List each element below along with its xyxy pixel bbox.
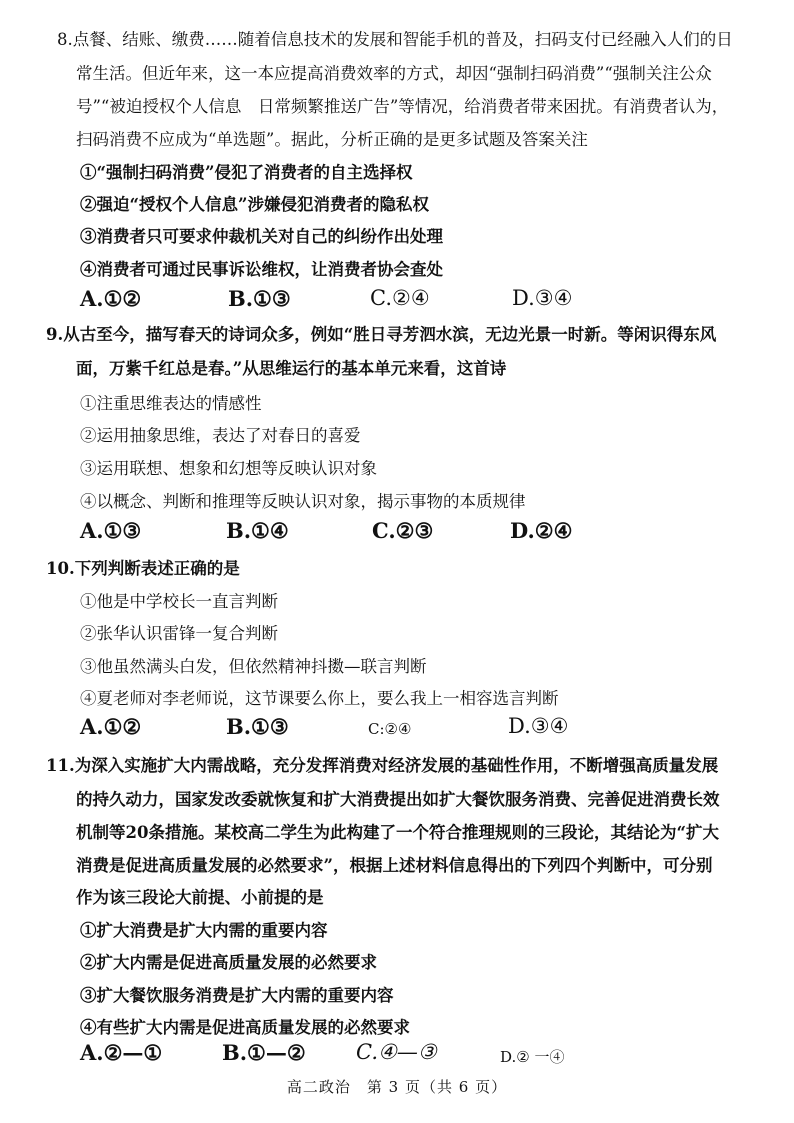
q8-stem-line-1: 8.点餐、结账、缴费……随着信息技术的发展和智能手机的普及，扫码支付已经融入人们的日 bbox=[57, 30, 733, 49]
q8-stem-line-2: 常生活。但近年来，这一本应提高消费效率的方式，却因“强制扫码消费”“强制关注公众 bbox=[76, 64, 712, 83]
q8-option-a[interactable]: A.①② bbox=[80, 286, 142, 311]
q10-option-d[interactable]: D.③④ bbox=[508, 714, 569, 738]
q10-item-4: ④夏老师对李老师说，这节课要么你上，要么我上一相容选言判断 bbox=[80, 689, 559, 708]
q11-option-b[interactable]: B.①—② bbox=[222, 1040, 306, 1065]
q11-option-d[interactable]: D.② 一④ bbox=[500, 1048, 565, 1066]
q10-option-b[interactable]: B.①③ bbox=[226, 714, 289, 739]
q10-options bbox=[80, 714, 720, 744]
q9-item-4: ④以概念、判断和推理等反映认识对象，揭示事物的本质规律 bbox=[80, 492, 526, 511]
q11-item-3: ③扩大餐饮服务消费是扩大内需的重要内容 bbox=[80, 986, 394, 1005]
q8-item-2: ②强迫“授权个人信息”涉嫌侵犯消费者的隐私权 bbox=[80, 195, 429, 214]
q11-stem-line-4: 消费是促进高质量发展的必然要求”，根据上述材料信息得出的下列四个判断中，可分别 bbox=[76, 856, 713, 875]
q11-option-c[interactable]: C.④—③ bbox=[356, 1040, 437, 1064]
q11-option-a[interactable]: A.②—① bbox=[80, 1040, 163, 1065]
q11-options bbox=[80, 1040, 720, 1070]
q9-options bbox=[80, 518, 720, 548]
q9-item-2: ②运用抽象思维，表达了对春日的喜爱 bbox=[80, 426, 361, 445]
q9-stem-line-2: 面，万紫千红总是春。”从思维运行的基本单元来看，这首诗 bbox=[76, 359, 507, 378]
q9-item-3: ③运用联想、想象和幻想等反映认识对象 bbox=[80, 459, 377, 478]
q10-option-a[interactable]: A.①② bbox=[80, 714, 142, 739]
q10-item-1: ①他是中学校长一直言判断 bbox=[80, 592, 278, 611]
q8-option-c[interactable]: C.②④ bbox=[370, 286, 430, 310]
q8-item-4: ④消费者可通过民事诉讼维权，让消费者协会查处 bbox=[80, 260, 443, 279]
q8-stem-line-3: 号”“被迫授权个人信息 日常频繁推送广告”等情况，给消费者带来困扰。有消费者认为， bbox=[76, 97, 729, 116]
q10-stem: 10.下列判断表述正确的是 bbox=[46, 559, 240, 578]
q9-stem-line-1: 9.从古至今，描写春天的诗词众多，例如“胜日寻芳泗水滨，无边光景一时新。等闲识得东风 bbox=[46, 325, 717, 344]
q11-item-2: ②扩大内需是促进高质量发展的必然要求 bbox=[80, 953, 377, 972]
q9-item-1: ①注重思维表达的情感性 bbox=[80, 394, 262, 413]
q10-option-c[interactable]: C:②④ bbox=[368, 720, 412, 738]
q9-option-b[interactable]: B.①④ bbox=[226, 518, 289, 543]
q10-item-3: ③他虽然满头白发，但依然精神抖擞—联言判断 bbox=[80, 657, 427, 676]
q10-item-2: ②张华认识雷锋一复合判断 bbox=[80, 624, 278, 643]
q8-option-b[interactable]: B.①③ bbox=[228, 286, 291, 311]
q11-stem-line-5: 作为该三段论大前提、小前提的是 bbox=[76, 888, 324, 907]
page-footer: 高二政治 第 3 页（共 6 页） bbox=[286, 1078, 508, 1096]
q8-stem-line-4: 扫码消费不应成为“单选题”。据此，分析正确的是更多试题及答案关注 bbox=[76, 130, 588, 149]
q11-stem-line-2: 的持久动力，国家发改委就恢复和扩大消费提出如扩大餐饮服务消费、完善促进消费长效 bbox=[76, 790, 720, 809]
q8-item-3: ③消费者只可要求仲裁机关对自己的纠纷作出处理 bbox=[80, 227, 443, 246]
q8-options bbox=[80, 286, 720, 316]
q11-stem-line-3: 机制等20条措施。某校高二学生为此构建了一个符合推理规则的三段论，其结论为“扩大 bbox=[76, 823, 719, 842]
q8-item-1: ①“强制扫码消费”侵犯了消费者的自主选择权 bbox=[80, 163, 413, 182]
q11-stem-line-1: 11.为深入实施扩大内需战略，充分发挥消费对经济发展的基础性作用，不断增强高质量发展 bbox=[46, 756, 719, 775]
q9-option-c[interactable]: C.②③ bbox=[372, 518, 434, 543]
q9-option-a[interactable]: A.①③ bbox=[80, 518, 142, 543]
q8-option-d[interactable]: D.③④ bbox=[512, 286, 573, 310]
q9-option-d[interactable]: D.②④ bbox=[510, 518, 573, 543]
q11-item-4: ④有些扩大内需是促进高质量发展的必然要求 bbox=[80, 1018, 410, 1037]
q11-item-1: ①扩大消费是扩大内需的重要内容 bbox=[80, 921, 328, 940]
